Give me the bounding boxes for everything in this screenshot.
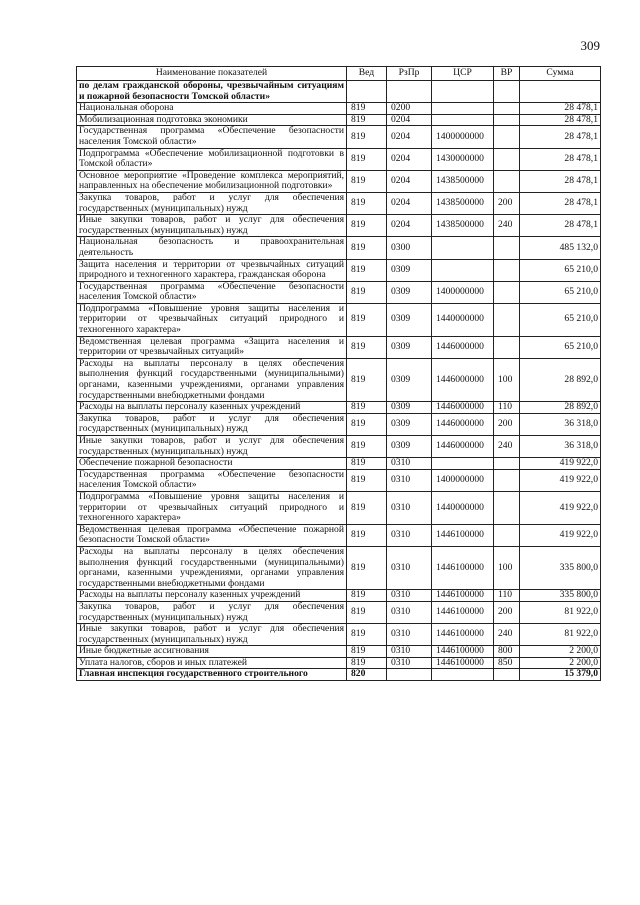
cell-csr: 1438500000	[432, 170, 494, 192]
cell-csr: 1400000000	[432, 281, 494, 303]
cell-sum: 28 892,0	[520, 358, 601, 401]
cell-sum: 485 132,0	[520, 237, 601, 259]
table-row	[77, 215, 601, 237]
cell-vr	[494, 126, 520, 148]
cell-csr: 1430000000	[432, 148, 494, 170]
table-row	[77, 358, 601, 401]
cell-rzpr: 0310	[387, 646, 432, 658]
cell-csr: 1446000000	[432, 358, 494, 401]
cell-sum: 28 478,1	[520, 192, 601, 214]
cell-ved: 819	[347, 601, 387, 623]
cell-sum: 15 379,0	[520, 669, 601, 681]
table-row	[77, 491, 601, 524]
table-row	[77, 148, 601, 170]
header-name: Наименование показателей	[77, 67, 347, 81]
header-csr: ЦСР	[432, 67, 494, 81]
cell-rzpr: 0204	[387, 192, 432, 214]
cell-name: Защита населения и территории от чрезвычайных ситуаций природного и техногенного характера, гражданская оборона	[77, 259, 347, 281]
cell-sum: 419 922,0	[520, 469, 601, 491]
cell-vr	[494, 114, 520, 126]
cell-csr	[432, 237, 494, 259]
cell-name: Расходы на выплаты персоналу в целях обеспечения выполнения функций государственными (муниципальными) органами, казенными учреждениями, органами управления государственными внебюджетными фондами	[77, 546, 347, 589]
cell-vr: 240	[494, 436, 520, 458]
cell-rzpr: 0300	[387, 237, 432, 259]
cell-ved: 819	[347, 192, 387, 214]
cell-name: Ведомственная целевая программа «Защита населения и территории от чрезвычайных ситуаций»	[77, 336, 347, 358]
cell-csr	[432, 259, 494, 281]
cell-rzpr	[387, 669, 432, 681]
cell-rzpr	[387, 81, 432, 103]
cell-rzpr: 0204	[387, 215, 432, 237]
cell-csr: 1446100000	[432, 624, 494, 646]
cell-vr: 110	[494, 590, 520, 602]
cell-vr: 200	[494, 413, 520, 435]
cell-csr	[432, 81, 494, 103]
cell-ved: 820	[347, 669, 387, 681]
table-row	[77, 237, 601, 259]
cell-vr: 200	[494, 601, 520, 623]
cell-name: Обеспечение пожарной безопасности	[77, 458, 347, 470]
cell-name: Закупка товаров, работ и услуг для обеспечения государственных (муниципальных) нужд	[77, 413, 347, 435]
table-row	[77, 281, 601, 303]
cell-rzpr: 0204	[387, 114, 432, 126]
cell-rzpr: 0310	[387, 624, 432, 646]
cell-name: Ведомственная целевая программа «Обеспечение пожарной безопасности Томской области»	[77, 524, 347, 546]
cell-ved: 819	[347, 336, 387, 358]
cell-csr: 1438500000	[432, 215, 494, 237]
cell-vr	[494, 237, 520, 259]
cell-name: Национальная безопасность и правоохранительная деятельность	[77, 237, 347, 259]
cell-sum: 28 478,1	[520, 126, 601, 148]
cell-vr: 100	[494, 358, 520, 401]
cell-sum: 28 478,1	[520, 103, 601, 115]
cell-ved: 819	[347, 413, 387, 435]
cell-name: Уплата налогов, сборов и иных платежей	[77, 657, 347, 669]
cell-rzpr: 0310	[387, 491, 432, 524]
cell-vr	[494, 259, 520, 281]
cell-csr: 1446100000	[432, 601, 494, 623]
table-row	[77, 413, 601, 435]
cell-csr: 1440000000	[432, 303, 494, 336]
cell-vr	[494, 170, 520, 192]
cell-sum: 81 922,0	[520, 601, 601, 623]
cell-vr	[494, 281, 520, 303]
cell-csr: 1440000000	[432, 491, 494, 524]
cell-ved: 819	[347, 624, 387, 646]
cell-ved: 819	[347, 646, 387, 658]
table-row	[77, 170, 601, 192]
cell-rzpr: 0309	[387, 413, 432, 435]
cell-ved: 819	[347, 436, 387, 458]
table-row	[77, 81, 601, 103]
header-vr: ВР	[494, 67, 520, 81]
cell-rzpr: 0200	[387, 103, 432, 115]
cell-name: Мобилизационная подготовка экономики	[77, 114, 347, 126]
cell-csr: 1400000000	[432, 126, 494, 148]
cell-vr: 200	[494, 192, 520, 214]
table-row	[77, 126, 601, 148]
cell-ved: 819	[347, 491, 387, 524]
cell-ved: 819	[347, 657, 387, 669]
cell-csr: 1446000000	[432, 436, 494, 458]
cell-ved: 819	[347, 103, 387, 115]
cell-csr: 1438500000	[432, 192, 494, 214]
cell-rzpr: 0310	[387, 546, 432, 589]
cell-ved: 819	[347, 126, 387, 148]
cell-sum: 28 478,1	[520, 215, 601, 237]
cell-name: Подпрограмма «Повышение уровня защиты населения и территории от чрезвычайных ситуаций природного и техногенного характера»	[77, 303, 347, 336]
cell-vr	[494, 524, 520, 546]
cell-rzpr: 0310	[387, 469, 432, 491]
cell-vr	[494, 491, 520, 524]
cell-csr: 1446100000	[432, 546, 494, 589]
cell-sum: 28 478,1	[520, 148, 601, 170]
cell-csr	[432, 458, 494, 470]
cell-csr: 1446000000	[432, 402, 494, 414]
header-sum: Сумма	[520, 67, 601, 81]
cell-name: Расходы на выплаты персоналу в целях обеспечения выполнения функций государственными (муниципальными) органами, казенными учреждениями, органами управления государственными внебюджетными фондами	[77, 358, 347, 401]
table-row	[77, 436, 601, 458]
cell-rzpr: 0204	[387, 170, 432, 192]
cell-vr	[494, 458, 520, 470]
cell-ved: 819	[347, 259, 387, 281]
table-row	[77, 646, 601, 658]
table-row	[77, 458, 601, 470]
cell-csr: 1446000000	[432, 413, 494, 435]
table-row	[77, 590, 601, 602]
cell-ved: 819	[347, 170, 387, 192]
cell-vr: 100	[494, 546, 520, 589]
table-row	[77, 114, 601, 126]
cell-rzpr: 0309	[387, 259, 432, 281]
cell-name: Иные закупки товаров, работ и услуг для обеспечения государственных (муниципальных) нужд	[77, 624, 347, 646]
cell-csr: 1446100000	[432, 524, 494, 546]
table-row	[77, 103, 601, 115]
cell-ved: 819	[347, 281, 387, 303]
cell-name: Закупка товаров, работ и услуг для обеспечения государственных (муниципальных) нужд	[77, 601, 347, 623]
cell-name: Государственная программа «Обеспечение безопасности населения Томской области»	[77, 126, 347, 148]
cell-ved: 819	[347, 469, 387, 491]
cell-name: Государственная программа «Обеспечение безопасности населения Томской области»	[77, 281, 347, 303]
budget-table	[76, 66, 601, 681]
cell-csr	[432, 114, 494, 126]
cell-rzpr: 0309	[387, 281, 432, 303]
cell-rzpr: 0310	[387, 657, 432, 669]
cell-vr	[494, 303, 520, 336]
cell-rzpr: 0310	[387, 458, 432, 470]
cell-sum: 419 922,0	[520, 458, 601, 470]
cell-rzpr: 0309	[387, 358, 432, 401]
cell-name: Расходы на выплаты персоналу казенных учреждений	[77, 402, 347, 414]
cell-csr: 1446100000	[432, 657, 494, 669]
cell-vr: 850	[494, 657, 520, 669]
cell-sum: 335 800,0	[520, 590, 601, 602]
table-row	[77, 669, 601, 681]
table-row	[77, 402, 601, 414]
cell-sum: 81 922,0	[520, 624, 601, 646]
cell-sum: 65 210,0	[520, 259, 601, 281]
cell-vr: 240	[494, 624, 520, 646]
cell-ved: 819	[347, 524, 387, 546]
cell-vr: 800	[494, 646, 520, 658]
cell-name: Основное мероприятие «Проведение комплекса мероприятий, направленных на обеспечение мобилизационной подготовки»	[77, 170, 347, 192]
cell-sum: 2 200,0	[520, 646, 601, 658]
cell-sum: 28 892,0	[520, 402, 601, 414]
cell-sum: 36 318,0	[520, 413, 601, 435]
cell-rzpr: 0310	[387, 601, 432, 623]
cell-ved: 819	[347, 546, 387, 589]
header-ved: Вед	[347, 67, 387, 81]
cell-ved: 819	[347, 148, 387, 170]
cell-name: Государственная программа «Обеспечение безопасности населения Томской области»	[77, 469, 347, 491]
cell-vr	[494, 103, 520, 115]
cell-rzpr: 0204	[387, 148, 432, 170]
cell-name: Национальная оборона	[77, 103, 347, 115]
cell-sum: 419 922,0	[520, 524, 601, 546]
cell-rzpr: 0310	[387, 590, 432, 602]
cell-sum: 65 210,0	[520, 281, 601, 303]
cell-name: Иные закупки товаров, работ и услуг для обеспечения государственных (муниципальных) нужд	[77, 215, 347, 237]
cell-vr	[494, 336, 520, 358]
cell-csr	[432, 103, 494, 115]
cell-ved: 819	[347, 458, 387, 470]
cell-sum: 419 922,0	[520, 491, 601, 524]
cell-name: Главная инспекция государственного строительного	[77, 669, 347, 681]
cell-ved: 819	[347, 402, 387, 414]
cell-rzpr: 0309	[387, 402, 432, 414]
cell-sum: 2 200,0	[520, 657, 601, 669]
cell-sum: 65 210,0	[520, 303, 601, 336]
cell-vr	[494, 669, 520, 681]
cell-sum: 335 800,0	[520, 546, 601, 589]
cell-name: по делам гражданской обороны, чрезвычайным ситуациям и пожарной безопасности Томской области»	[77, 81, 347, 103]
table-row	[77, 192, 601, 214]
table-row	[77, 546, 601, 589]
table-row	[77, 601, 601, 623]
cell-rzpr: 0310	[387, 524, 432, 546]
table-row	[77, 657, 601, 669]
table-row	[77, 469, 601, 491]
cell-sum: 36 318,0	[520, 436, 601, 458]
cell-name: Иные бюджетные ассигнования	[77, 646, 347, 658]
cell-vr	[494, 469, 520, 491]
table-header-row	[77, 67, 601, 81]
header-rzpr: РзПр	[387, 67, 432, 81]
cell-csr: 1400000000	[432, 469, 494, 491]
table-row	[77, 336, 601, 358]
cell-vr: 110	[494, 402, 520, 414]
cell-name: Закупка товаров, работ и услуг для обеспечения государственных (муниципальных) нужд	[77, 192, 347, 214]
cell-ved: 819	[347, 590, 387, 602]
cell-sum: 28 478,1	[520, 170, 601, 192]
cell-ved: 819	[347, 114, 387, 126]
cell-ved: 819	[347, 303, 387, 336]
cell-name: Иные закупки товаров, работ и услуг для обеспечения государственных (муниципальных) нужд	[77, 436, 347, 458]
cell-vr	[494, 81, 520, 103]
cell-rzpr: 0309	[387, 436, 432, 458]
cell-rzpr: 0309	[387, 303, 432, 336]
cell-ved	[347, 81, 387, 103]
cell-ved: 819	[347, 358, 387, 401]
cell-name: Подпрограмма «Обеспечение мобилизационной подготовки в Томской области»	[77, 148, 347, 170]
cell-name: Подпрограмма «Повышение уровня защиты населения и территории от чрезвычайных ситуаций природного и техногенного характера»	[77, 491, 347, 524]
cell-csr	[432, 669, 494, 681]
cell-csr: 1446100000	[432, 646, 494, 658]
cell-rzpr: 0204	[387, 126, 432, 148]
page-number: 309	[580, 38, 600, 53]
table-row	[77, 259, 601, 281]
cell-vr	[494, 148, 520, 170]
cell-ved: 819	[347, 215, 387, 237]
cell-rzpr: 0309	[387, 336, 432, 358]
cell-sum: 65 210,0	[520, 336, 601, 358]
cell-name: Расходы на выплаты персоналу казенных учреждений	[77, 590, 347, 602]
cell-ved: 819	[347, 237, 387, 259]
table-row	[77, 624, 601, 646]
cell-sum	[520, 81, 601, 103]
cell-csr: 1446000000	[432, 336, 494, 358]
cell-vr: 240	[494, 215, 520, 237]
cell-csr: 1446100000	[432, 590, 494, 602]
table-row	[77, 303, 601, 336]
table-row	[77, 524, 601, 546]
cell-sum: 28 478,1	[520, 114, 601, 126]
